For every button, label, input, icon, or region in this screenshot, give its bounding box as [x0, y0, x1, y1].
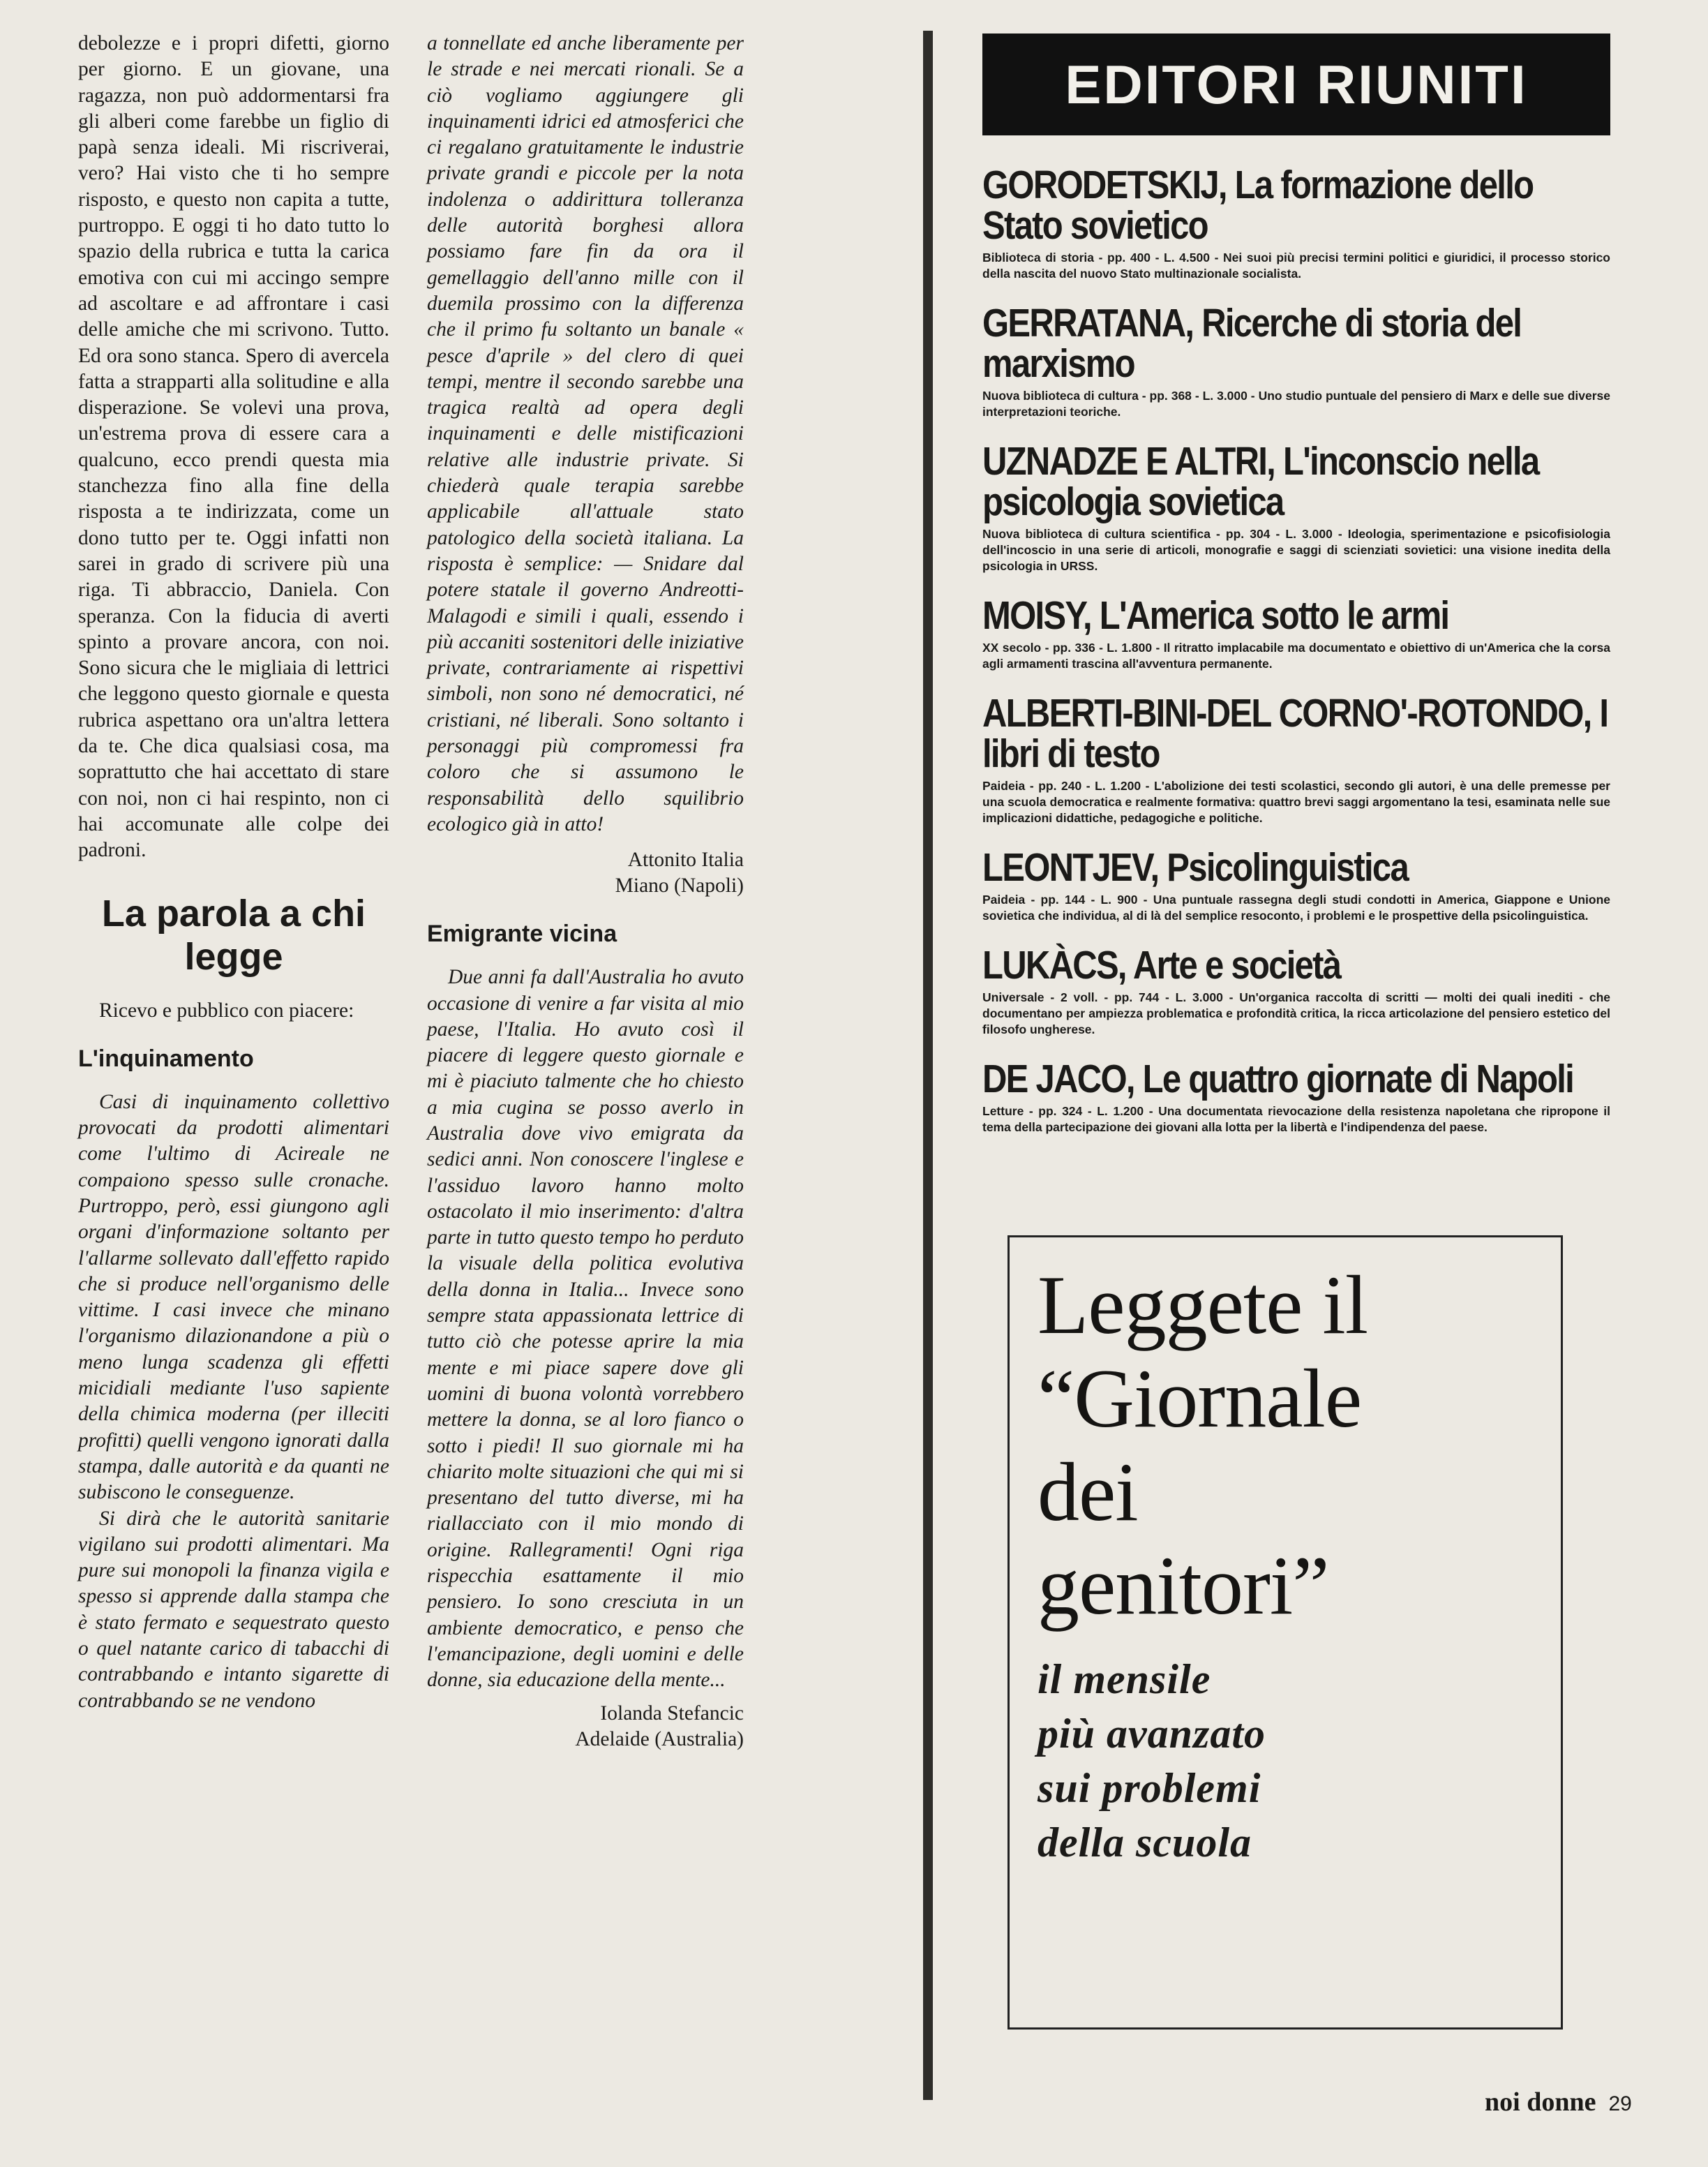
book-description: Letture - pp. 324 - L. 1.200 - Una documentata rievocazione della resistenza napoletana che ripropone il tema della partecipazione dei giovani alla lotta per la libertà e l'indipendenza del paese.	[982, 1104, 1610, 1134]
book-entry	[982, 441, 1610, 574]
promo-subline-line: della scuola	[1037, 1819, 1252, 1866]
book-description: Paideia - pp. 240 - L. 1.200 - L'abolizione dei testi scolastici, secondo gli autori, è una delle premesse per una scuola democratica e realmente formativa: quattro brevi saggi argomentano la tesi, esaminata nelle sue implicazioni didattiche, pedagogiche e politiche.	[982, 779, 1610, 825]
vertical-divider	[923, 31, 933, 2100]
letter-title-emigrante: Emigrante vicina	[427, 921, 617, 948]
book-title: GERRATANA, Ricerche di storia del marxismo	[982, 301, 1522, 386]
letter-inquinamento-p2: Si dirà che le autorità sanitarie vigilano sui prodotti alimentari. Ma pure sui monopoli la finanza vigila e spesso si apprende dalla stampa che è stato fermato e sequestrato questo o quel natante carico di tabacchi di contrabbando e intanto sigarette di contrabbando se ne vendono	[78, 1507, 389, 1712]
section-title: La parola a chi legge	[101, 892, 366, 978]
masthead-logo: noi donne	[1485, 2087, 1596, 2117]
promo-subline	[1037, 1652, 1533, 1870]
page-footer	[1485, 2087, 1632, 2117]
book-description: Paideia - pp. 144 - L. 900 - Una puntuale rassegna degli studi condotti in America, Giappone e Unione sovietica che individua, al di là del semplice resoconto, i problemi e le prospettive della psicolinguistica.	[982, 893, 1610, 923]
publisher-ad	[982, 33, 1610, 1135]
promo-headline-line: “Giornale	[1037, 1352, 1362, 1445]
promo-subline-line: più avanzato	[1037, 1711, 1266, 1757]
book-description: Biblioteca di storia - pp. 400 - L. 4.500 - Nei suoi più precisi termini politici e giuridici, il processo storico della nascita del nuovo Stato multinazionale socialista.	[982, 251, 1610, 281]
book-entry	[982, 165, 1610, 282]
letter-title-inquinamento: L'inquinamento	[78, 1045, 254, 1072]
promo-subline-line: il mensile	[1037, 1656, 1211, 1702]
letter-inquinamento-cont: a tonnellate ed anche liberamente per le strade e nei mercati rionali. Se a ciò vogliamo aggiungere gli inquinamenti idrici ed atmosferici che ci regalano gratuitamente le industrie private grandi e piccole per la nota indolenza o addirittura tolleranza delle autorità borghesi allora possiamo fare fin da ora il gemellaggio dell'anno mille con il duemila prossimo con la differenza che il primo fu soltanto un banale « pesce d'aprile » del clero di quei tempi, mentre il secondo sarebbe una tragica realtà ad opera degli inquinamenti e delle mistificazioni relative alle industrie private. Si chiederà quale terapia sarebbe applicabile all'attuale stato patologico della società italiana. La risposta è semplice: — Snidare dal potere statale il governo Andreotti-Malagodi e simili i quali, essendo i più accaniti sostenitori delle iniziative private, contrariamente ai rispettivi simboli, non sono né democratici, né cristiani, né liberali. Sono soltanto i personaggi più compromessi fra coloro che si assumono le responsabilità dello squilibrio ecologico già in atto!	[427, 32, 744, 835]
signature-2	[427, 1701, 744, 1752]
book-title: UZNADZE E ALTRI, L'inconscio nella psicologia sovietica	[982, 439, 1539, 524]
book-description: Nuova biblioteca di cultura scientifica - pp. 304 - L. 3.000 - Ideologia, sperimentazione e psicofisiologia dell'incoscio in una serie di articoli, monografie e saggi di scienziati sovietici: una visione inedita della psicologia in URSS.	[982, 527, 1610, 573]
page-number: 29	[1608, 2092, 1632, 2115]
book-title: ALBERTI-BINI-DEL CORNO'-ROTONDO, I libri di testo	[982, 691, 1608, 776]
letter-emigrante-text: Due anni fa dall'Australia ho avuto occasione di venire a far visita al mio paese, l'Italia. Ho avuto così il piacere di leggere questo giornale e mi è piaciuto talmente che ho chiesto a mia cugina se posso averlo in Australia dove vivo emigrata da sedici anni. Non conoscere l'inglese e l'assiduo lavoro hanno molto ostacolato il mio inserimento: d'altra parte in tutto questo tempo ho perduto la visuale della politica evolutiva della donna in Italia... Invece sono sempre stata appassionata lettrice di tutto ciò che potesse aprire la mia mente e mi piace sapere dove gli uomini di buona volontà vorrebbero mettere la donna, se al loro fianco o sotto i piedi! Il suo giornale mi ha chiarito molte situazioni che qui mi si presentano del tutto diverse, mi ha riallacciato con il mio mondo di origine. Rallegramenti! Ogni riga rispecchia esattamente il mio pensiero. Io sono cresciuta in un ambiente democratico, e penso che l'emancipazione, degli uomini e delle donne, sia educazione della mente...	[427, 966, 744, 1692]
book-entry	[982, 595, 1610, 672]
book-title: DE JACO, Le quattro giornate di Napoli	[982, 1057, 1574, 1101]
book-title: MOISY, L'America sotto le armi	[982, 593, 1449, 638]
book-description: XX secolo - pp. 336 - L. 1.800 - Il ritratto implacabile ma documentato e obiettivo di un'America che la corsa agli armamenti trascina all'avventura permanente.	[982, 641, 1610, 671]
column-2	[427, 31, 744, 1752]
book-title: GORODETSKIJ, La formazione dello Stato sovietico	[982, 163, 1534, 248]
book-description: Nuova biblioteca di cultura - pp. 368 - L. 3.000 - Uno studio puntuale del pensiero di Marx e delle sue diverse interpretazioni teoriche.	[982, 389, 1610, 419]
promo-headline-line: genitori”	[1037, 1539, 1329, 1632]
signature-1-name: Attonito Italia	[627, 849, 744, 872]
promo-headline-line: dei	[1037, 1445, 1138, 1538]
section-intro: Ricevo e pubblico con piacere:	[99, 999, 354, 1022]
book-description: Universale - 2 voll. - pp. 744 - L. 3.000 - Un'organica raccolta di scritti — molti dei quali inediti - che documentano per ampiezza problematica e profondità critica, la ricca articolazione del pensiero estetico del filosofo ungherese.	[982, 990, 1610, 1036]
signature-1	[427, 847, 744, 899]
giornale-genitori-ad	[1007, 1235, 1563, 2030]
book-title: LEONTJEV, Psicolinguistica	[982, 845, 1408, 890]
book-title: LUKÀCS, Arte e società	[982, 943, 1341, 988]
promo-headline-line: Leggete il	[1037, 1258, 1368, 1351]
book-entry	[982, 693, 1610, 826]
signature-2-place: Adelaide (Australia)	[575, 1727, 744, 1750]
book-entry	[982, 847, 1610, 924]
column-1	[78, 31, 389, 1714]
book-entry	[982, 1059, 1610, 1135]
promo-subline-line: sui problemi	[1037, 1765, 1261, 1811]
publisher-banner: EDITORI RIUNITI	[982, 33, 1610, 135]
book-entry	[982, 303, 1610, 420]
book-entry	[982, 945, 1610, 1038]
signature-1-place: Miano (Napoli)	[615, 874, 744, 898]
signature-2-name: Iolanda Stefancic	[600, 1701, 744, 1725]
letter-inquinamento-p1: Casi di inquinamento collettivo provocati da prodotti alimentari come l'ultimo di Acireale ne compaiono spesso sulle cronache. Purtroppo, però, essi giungono agli organi d'informazione soltanto per l'allarme sollevato dall'effetto rapido che si produce nell'organismo delle vittime. I casi invece che minano l'organismo dilazionandone a più o meno lunga scadenza gli effetti micidiali mediante l'uso sapiente della chimica moderna (per illeciti profitti) quelli vengono ignorati dalla stampa, dalle autorità e da quanti ne subiscono le conseguenze.	[78, 1090, 389, 1504]
letter-reply-end: debolezze e i propri difetti, giorno per giorno. E un giovane, una ragazza, non può addormentarsi fra gli alberi come farebbe un figlio di papà senza ideali. Mi riscriverai, vero? Hai visto che ti ho sempre risposto, e questo non capita a tutte, purtroppo. E oggi ti ho dato tutto lo spazio della rubrica e tutta la carica emotiva con cui mi accingo sempre ad ascoltare e ad affrontare i casi delle amiche che mi scrivono. Tutto. Ed ora sono stanca. Spero di avercela fatta a strapparti alla solitudine e alla disperazione. Se volevi una prova, un'estrema prova di essere cara a qualcuno, ecco prendi questa mia stanchezza fino alla fine della risposta a te indirizzata, come un dono tutto per te. Oggi infatti non sarei in grado di scrivere più una riga. Ti abbraccio, Daniela. Con speranza. Con la fiducia di averti spinto a provare ancora, con noi. Sono sicura che le migliaia di lettrici che leggono questo giornale e questa rubrica aspettano ora un'altra lettera da te. Che dica qualsiasi cosa, ma soprattutto che hai accettato di stare con noi, non ci hai respinto, non ci hai accomunate alle colpe dei padroni.	[78, 32, 389, 862]
